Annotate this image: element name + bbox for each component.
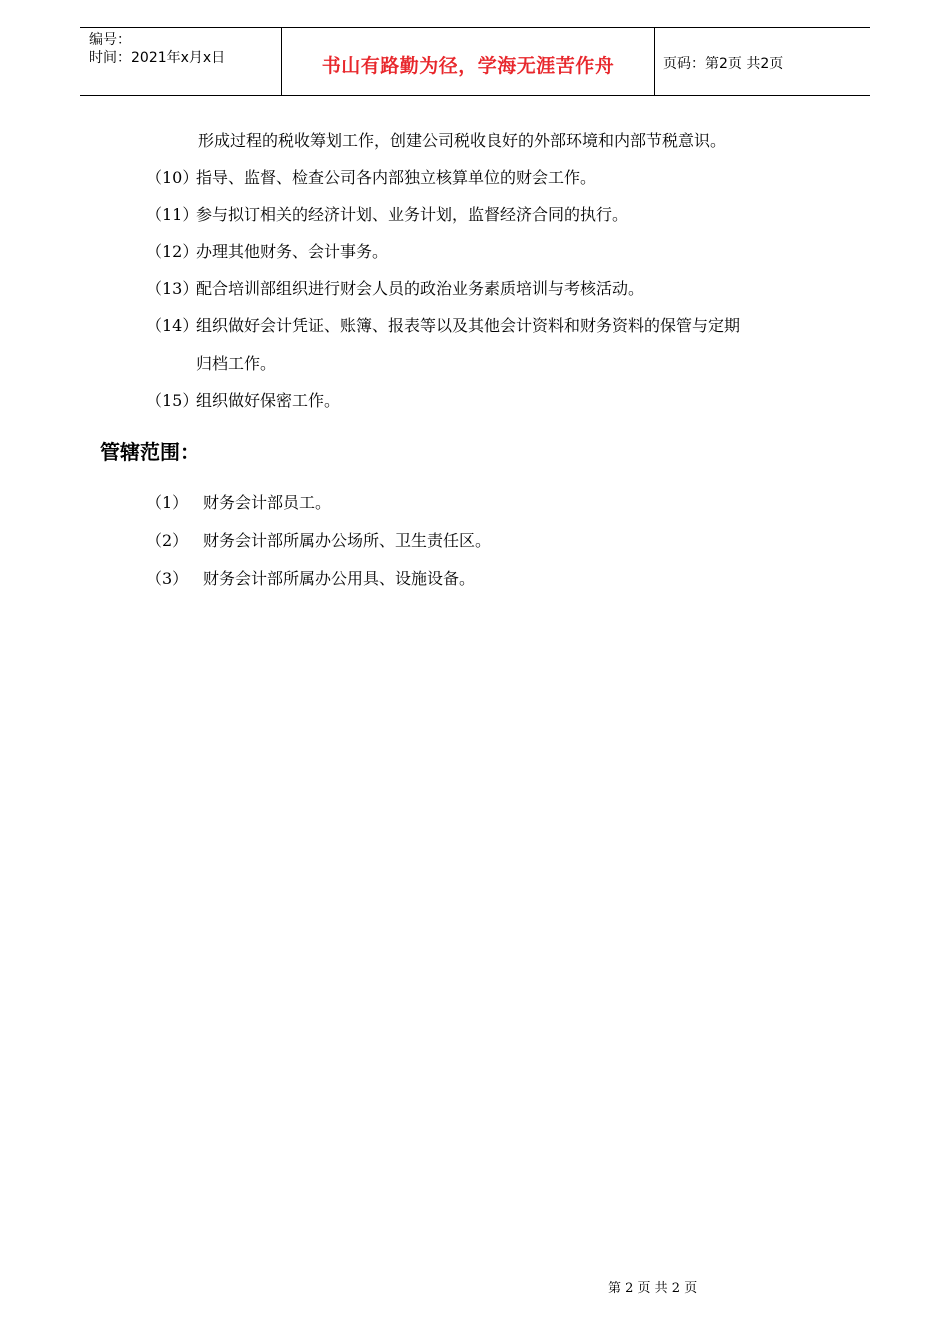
duty-item-text: 配合培训部组织进行财会人员的政治业务素质培训与考核活动。 xyxy=(196,279,645,298)
scope-item-text: 财务会计部所属办公场所、卫生责任区。 xyxy=(203,531,492,550)
scope-item-2 xyxy=(146,531,491,551)
duty-item-11 xyxy=(146,205,628,225)
duty-item-text: 参与拟订相关的经济计划、业务计划，监督经济合同的执行。 xyxy=(196,205,629,224)
scope-item-number: （2） xyxy=(146,531,189,550)
duty-item-15 xyxy=(146,391,340,411)
scope-item-3 xyxy=(146,569,475,589)
duty-item-13 xyxy=(146,279,644,299)
scope-item-number: （1） xyxy=(146,493,189,512)
duty-item-10 xyxy=(146,168,596,188)
duty-item-12 xyxy=(146,242,388,262)
document-date: 时间：2021年x月x日 xyxy=(89,50,226,66)
duty-item-number: （10） xyxy=(146,168,199,187)
duty-item-number: （12） xyxy=(146,242,199,261)
scope-item-text: 财务会计部所属办公用具、设施设备。 xyxy=(203,569,476,588)
header-motto-cell xyxy=(282,28,655,95)
scope-item-text: 财务会计部员工。 xyxy=(203,493,332,512)
duty-item-text: 组织做好保密工作。 xyxy=(196,391,341,410)
header-motto: 书山有路勤为径，学海无涯苦作舟 xyxy=(321,55,615,77)
document-header xyxy=(80,27,870,96)
duty-item-text: 组织做好会计凭证、账簿、报表等以及其他会计资料和财务资料的保管与定期 xyxy=(196,316,741,335)
duty-item-number: （14） xyxy=(146,316,199,335)
duty-item-text: 指导、监督、检查公司各内部独立核算单位的财会工作。 xyxy=(196,168,597,187)
page-footer: 第 2 页 共 2 页 xyxy=(608,1281,698,1296)
document-number-label: 编号： xyxy=(89,32,131,48)
header-page-info: 页码：第2页 共2页 xyxy=(663,55,784,72)
scope-item-1 xyxy=(146,493,331,513)
header-meta-cell xyxy=(80,28,282,95)
scope-item-number: （3） xyxy=(146,569,189,588)
duty-item-14 xyxy=(146,316,740,336)
header-page-cell xyxy=(655,28,870,95)
duty-continuation: 形成过程的税收筹划工作，创建公司税收良好的外部环境和内部节税意识。 xyxy=(198,131,727,150)
duty-item-14-continuation: 归档工作。 xyxy=(196,354,277,373)
duty-item-number: （13） xyxy=(146,279,199,298)
scope-heading: 管辖范围： xyxy=(100,440,200,464)
duty-item-number: （15） xyxy=(146,391,199,410)
duty-item-number: （11） xyxy=(146,205,199,224)
duty-item-text: 办理其他财务、会计事务。 xyxy=(196,242,389,261)
